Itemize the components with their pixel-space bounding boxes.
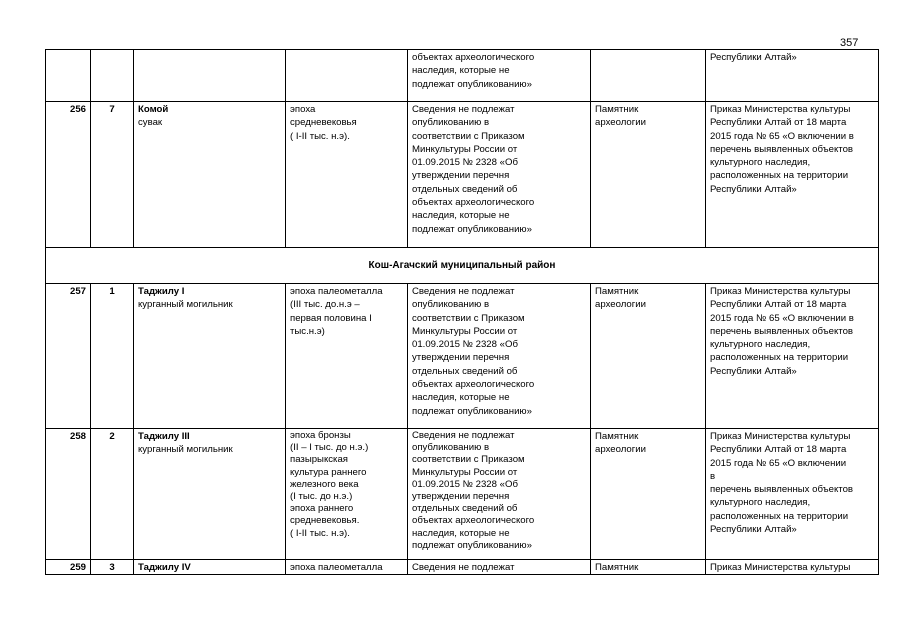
document-line: Приказ Министерства культуры <box>710 104 851 115</box>
object-name: Комой <box>138 104 169 115</box>
info-line: 01.09.2015 № 2328 «Об <box>412 339 518 351</box>
dating-line: (I тыс. до н.э.) <box>290 491 353 503</box>
page-number: 357 <box>840 37 859 49</box>
category-line: Памятник <box>595 562 639 573</box>
dating-line: пазырыкская <box>290 454 348 466</box>
object-name: Таджилу IV <box>138 562 191 573</box>
document-line: Приказ Министерства культуры <box>710 286 851 297</box>
cell-name <box>134 284 286 429</box>
info-line: Сведения не подлежат <box>412 104 515 115</box>
info-line: утверждении перечня <box>412 491 510 503</box>
dating-line: культура раннего <box>290 466 367 478</box>
info-line: отдельных сведений об <box>412 365 518 377</box>
document-line: в <box>710 470 716 482</box>
info-line: опубликованию в <box>412 299 490 311</box>
info-line: подлежат опубликованию» <box>412 223 532 235</box>
category-line: археологии <box>595 444 646 456</box>
dating-line: эпоха палеометалла <box>290 286 383 297</box>
section-title: Кош-Агачский муниципальный район <box>46 248 879 284</box>
cell-document <box>706 102 879 248</box>
info-line: Минкультуры России от <box>412 325 518 337</box>
info-line: отдельных сведений об <box>412 183 518 195</box>
object-kind: курганный могильник <box>138 299 233 311</box>
cell-num: 257 <box>46 284 91 429</box>
cell-sub: 1 <box>91 284 134 429</box>
info-line: Сведения не подлежат <box>412 286 515 297</box>
cell-document <box>706 50 879 102</box>
info-line: опубликованию в <box>412 117 490 129</box>
info-line: Сведения не подлежат <box>412 562 515 573</box>
document-line: перечень выявленных объектов <box>710 484 853 496</box>
info-line: отдельных сведений об <box>412 503 518 515</box>
cell-dating <box>286 284 408 429</box>
dating-line: тыс.н.э) <box>290 325 325 337</box>
cell-category <box>591 102 706 248</box>
document-line: Приказ Министерства культуры <box>710 431 851 442</box>
cell-sub: 2 <box>91 429 134 560</box>
document-line: расположенных на территории <box>710 352 849 364</box>
section-header-row <box>46 248 879 284</box>
info-line: подлежат опубликованию» <box>412 405 532 417</box>
cell-info <box>408 284 591 429</box>
category-line: Памятник <box>595 104 639 115</box>
info-line: Сведения не подлежат <box>412 430 515 441</box>
cell-document <box>706 284 879 429</box>
info-line: соответствии с Приказом <box>412 130 525 142</box>
info-line: объектах археологического <box>412 52 535 63</box>
category-line: археологии <box>595 117 646 129</box>
cell-info <box>408 102 591 248</box>
cell-sub: 7 <box>91 102 134 248</box>
cell-sub: 3 <box>91 560 134 575</box>
table-row-259 <box>46 560 879 575</box>
object-kind: курганный могильник <box>138 444 233 456</box>
table-row-256 <box>46 102 879 248</box>
info-line: наследия, которые не <box>412 527 510 539</box>
category-line: археологии <box>595 299 646 311</box>
dating-line: (III тыс. до.н.э – <box>290 299 360 311</box>
document-line: культурного наследия, <box>710 497 811 509</box>
info-line: подлежат опубликованию» <box>412 539 532 551</box>
document-line: перечень выявленных объектов <box>710 325 853 337</box>
document-line: расположенных на территории <box>710 510 849 522</box>
document-line: Приказ Министерства культуры <box>710 562 851 573</box>
info-line: наследия, которые не <box>412 392 510 404</box>
document-line: Республики Алтай от 18 марта <box>710 117 847 129</box>
info-line: Минкультуры России от <box>412 466 518 478</box>
cell-name <box>134 560 286 575</box>
object-name: Таджилу I <box>138 286 185 297</box>
cell-name <box>134 429 286 560</box>
cell-info <box>408 429 591 560</box>
cell-info <box>408 50 591 102</box>
dating-line: ( I-II тыс. н.э). <box>290 527 350 539</box>
document-line: культурного наследия, <box>710 339 811 351</box>
dating-line: железного века <box>290 478 359 490</box>
info-line: 01.09.2015 № 2328 «Об <box>412 478 518 490</box>
info-line: Минкультуры России от <box>412 143 518 155</box>
cell-category <box>591 284 706 429</box>
cell-dating <box>286 50 408 102</box>
cell-document <box>706 560 879 575</box>
info-line: объектах археологического <box>412 515 535 527</box>
document-line: 2015 года № 65 «О включении <box>710 457 847 469</box>
heritage-registry-table <box>45 49 879 575</box>
dating-line: первая половина I <box>290 312 372 324</box>
dating-line: средневековья <box>290 117 357 129</box>
document-line: Республики Алтай» <box>710 365 797 377</box>
document-line: Республики Алтай» <box>710 183 797 195</box>
dating-line: ( I-II тыс. н.э). <box>290 130 350 142</box>
cell-num: 259 <box>46 560 91 575</box>
dating-line: эпоха раннего <box>290 503 354 515</box>
info-line: наследия, которые не <box>412 210 510 222</box>
document-line: Республики Алтай» <box>710 52 797 63</box>
object-kind: сувак <box>138 117 163 129</box>
document-line: расположенных на территории <box>710 170 849 182</box>
cell-category <box>591 560 706 575</box>
table-row-continuation <box>46 50 879 102</box>
document-line: 2015 года № 65 «О включении в <box>710 130 854 142</box>
dating-line: средневековья. <box>290 515 360 527</box>
cell-sub <box>91 50 134 102</box>
cell-document <box>706 429 879 560</box>
cell-category <box>591 50 706 102</box>
cell-dating <box>286 102 408 248</box>
info-line: соответствии с Приказом <box>412 312 525 324</box>
dating-line: эпоха бронзы <box>290 430 351 441</box>
document-line: Республики Алтай от 18 марта <box>710 299 847 311</box>
document-line: культурного наследия, <box>710 157 811 169</box>
document-line: Республики Алтай от 18 марта <box>710 444 847 456</box>
document-line: перечень выявленных объектов <box>710 143 853 155</box>
dating-line: эпоха <box>290 104 316 115</box>
dating-line: эпоха палеометалла <box>290 562 383 573</box>
cell-category <box>591 429 706 560</box>
cell-info <box>408 560 591 575</box>
object-name: Таджилу III <box>138 431 190 442</box>
document-line: 2015 года № 65 «О включении в <box>710 312 854 324</box>
cell-num <box>46 50 91 102</box>
cell-dating <box>286 429 408 560</box>
info-line: 01.09.2015 № 2328 «Об <box>412 157 518 169</box>
info-line: утверждении перечня <box>412 352 510 364</box>
cell-name <box>134 102 286 248</box>
document-line: Республики Алтай» <box>710 524 797 536</box>
table-row-258 <box>46 429 879 560</box>
info-line: подлежат опубликованию» <box>412 78 532 90</box>
info-line: опубликованию в <box>412 442 490 454</box>
dating-line: (II – I тыс. до н.э.) <box>290 442 369 454</box>
cell-num: 258 <box>46 429 91 560</box>
info-line: наследия, которые не <box>412 65 510 77</box>
info-line: объектах археологического <box>412 379 535 391</box>
info-line: объектах археологического <box>412 197 535 209</box>
info-line: утверждении перечня <box>412 170 510 182</box>
category-line: Памятник <box>595 286 639 297</box>
info-line: соответствии с Приказом <box>412 454 525 466</box>
table-row-257 <box>46 284 879 429</box>
category-line: Памятник <box>595 431 639 442</box>
cell-name <box>134 50 286 102</box>
cell-dating <box>286 560 408 575</box>
cell-num: 256 <box>46 102 91 248</box>
